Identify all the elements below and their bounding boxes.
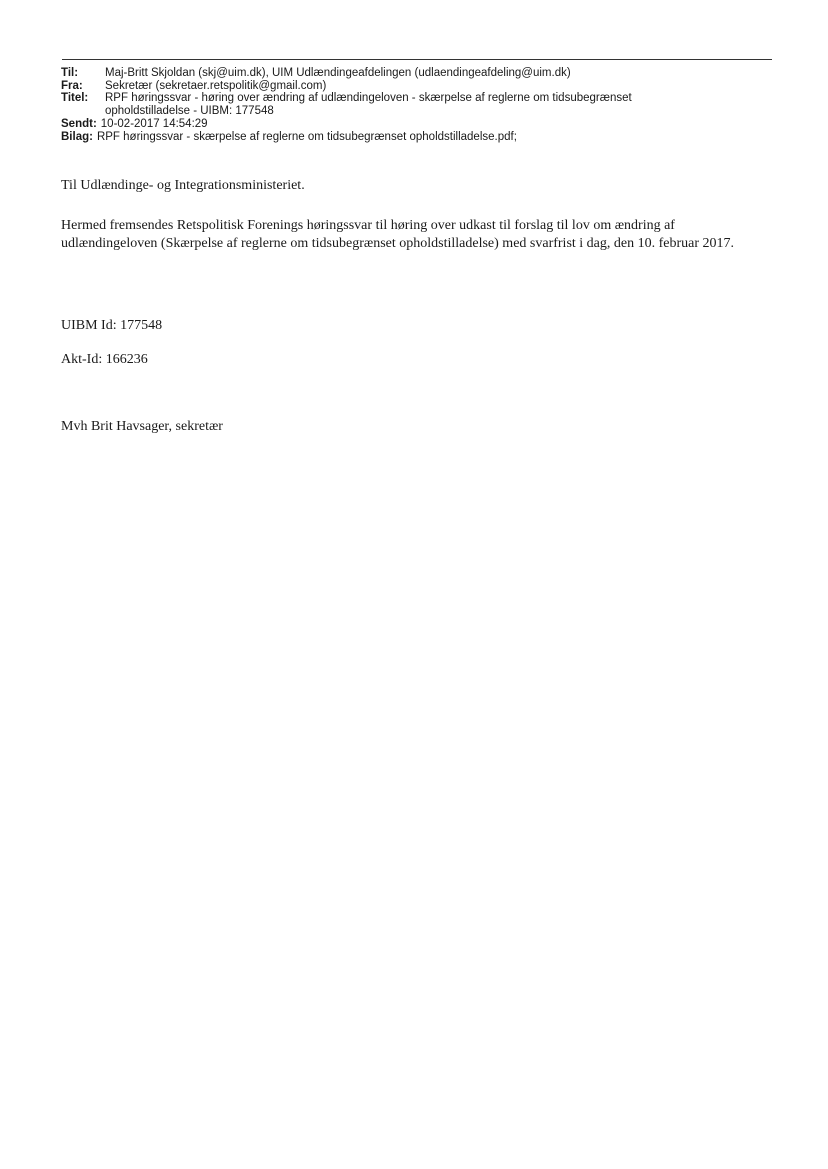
greeting: Til Udlændinge- og Integrationsministeriet. <box>61 178 305 193</box>
sent-label: Sendt: <box>61 118 97 131</box>
sent-value: 10-02-2017 14:54:29 <box>100 118 208 131</box>
attachment-value: RPF høringssvar - skærpelse af reglerne om tidsubegrænset opholdstilladelse.pdf; <box>96 130 517 143</box>
to-row <box>61 67 781 80</box>
from-row <box>61 80 781 93</box>
title-value: RPF høringssvar - høring over ændring af udlændingeloven - skærpelse af reglerne om tidsubegrænset opholdstilladelse - UIBM: 177548 <box>105 92 635 117</box>
header-divider <box>62 59 772 60</box>
uibm-id: UIBM Id: 177548 <box>61 318 163 333</box>
to-value: Maj-Britt Skjoldan (skj@uim.dk), UIM Udlændingeafdelingen (udlaendingeafdeling@uim.dk) <box>105 67 571 79</box>
akt-id: Akt-Id: 166236 <box>61 352 148 367</box>
sent-row <box>61 118 781 131</box>
email-header <box>61 67 781 144</box>
title-label: Titel: <box>61 92 89 105</box>
attachment-row <box>61 131 781 144</box>
from-label: Fra: <box>61 79 83 92</box>
signature: Mvh Brit Havsager, sekretær <box>61 419 223 434</box>
attachment-label: Bilag: <box>61 130 93 143</box>
title-row <box>61 92 781 117</box>
to-label: Til: <box>61 67 79 79</box>
body-paragraph: Hermed fremsendes Retspolitisk Forenings høringssvar til høring over udkast til forslag til lov om ændring af udlændingeloven (Skærpelse af reglerne om tidsubegrænset opholdstilladelse) med svarfrist i dag, den 10. februar 2017. <box>61 218 735 251</box>
from-value: Sekretær (sekretaer.retspolitik@gmail.com) <box>105 79 327 92</box>
